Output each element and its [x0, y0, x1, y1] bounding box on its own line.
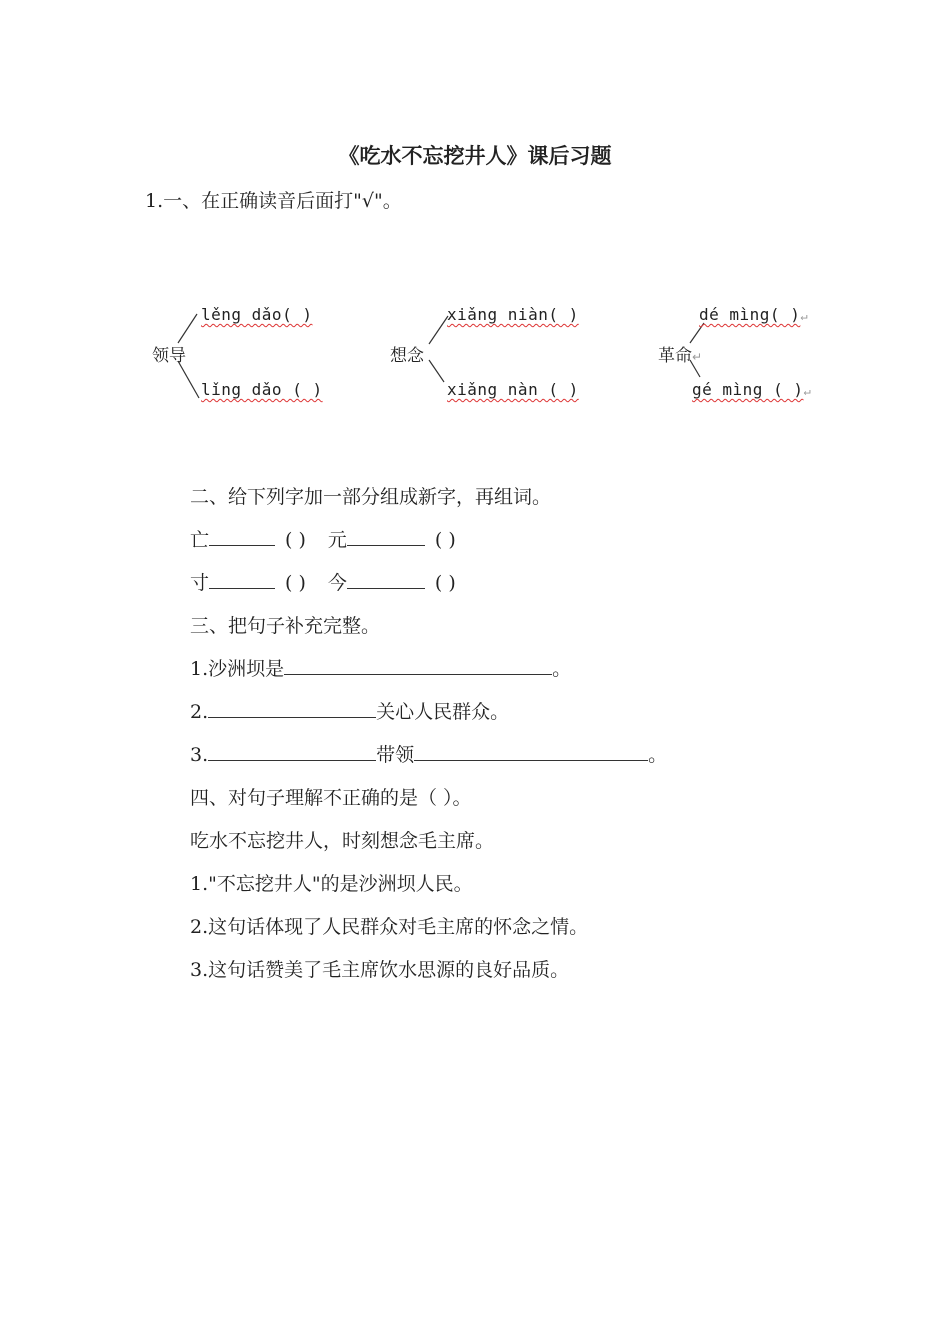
return-mark-icon: ↵: [692, 350, 703, 364]
sentence-2: 2. 关心人民群众。: [190, 701, 510, 723]
word-geming: 革命↵: [658, 346, 703, 366]
answer-blank[interactable]: [284, 657, 552, 675]
pinyin-option: lěng dǎo( ): [201, 305, 313, 324]
bracket-line: [429, 360, 444, 382]
section4-sentence: 吃水不忘挖井人，时刻想念毛主席。: [190, 830, 495, 852]
bracket-line: [178, 361, 199, 398]
answer-blank[interactable]: [209, 571, 275, 589]
return-mark-icon: ↵: [800, 309, 809, 323]
bracket-line: [429, 316, 448, 344]
option-3: 3.这句话赞美了毛主席饮水思源的良好品质。: [190, 959, 570, 981]
section2-row: 寸 ( ) 今 ( ): [190, 572, 456, 594]
answer-blank[interactable]: [208, 700, 376, 718]
section3-heading: 三、把句子补充完整。: [190, 615, 381, 637]
bracket-line: [690, 323, 704, 343]
pinyin-option: dé mìng( )↵: [699, 305, 809, 324]
pinyin-option: xiǎng niàn( ): [447, 305, 579, 324]
option-2: 2.这句话体现了人民群众对毛主席的怀念之情。: [190, 916, 589, 938]
section2-row: 亡 ( ) 元 ( ): [190, 529, 456, 551]
return-mark-icon: ↵: [803, 384, 812, 398]
page-title: 《吃水不忘挖井人》课后习题: [338, 144, 612, 168]
answer-blank[interactable]: [347, 528, 425, 546]
section4-heading: 四、对句子理解不正确的是（ ）。: [190, 787, 472, 809]
answer-blank[interactable]: [209, 528, 275, 546]
option-1: 1."不忘挖井人"的是沙洲坝人民。: [190, 873, 473, 895]
word-lingdao: 领导: [152, 346, 186, 366]
word-xiangnian: 想念: [390, 346, 424, 366]
pinyin-option: xiǎng nàn ( ): [447, 380, 579, 399]
sentence-1: 1.沙洲坝是 。: [190, 658, 572, 680]
bracket-line: [178, 314, 197, 343]
section1-heading: 1.一、在正确读音后面打"√"。: [145, 190, 402, 212]
pinyin-option: lǐng dǎo ( ): [201, 380, 323, 399]
pinyin-option: gé mìng ( )↵: [692, 380, 812, 399]
answer-blank[interactable]: [347, 571, 425, 589]
section2-heading: 二、给下列字加一部分组成新字，再组词。: [190, 486, 552, 508]
answer-blank[interactable]: [208, 743, 376, 761]
sentence-3: 3. 带领 。: [190, 744, 668, 766]
answer-blank[interactable]: [414, 743, 648, 761]
